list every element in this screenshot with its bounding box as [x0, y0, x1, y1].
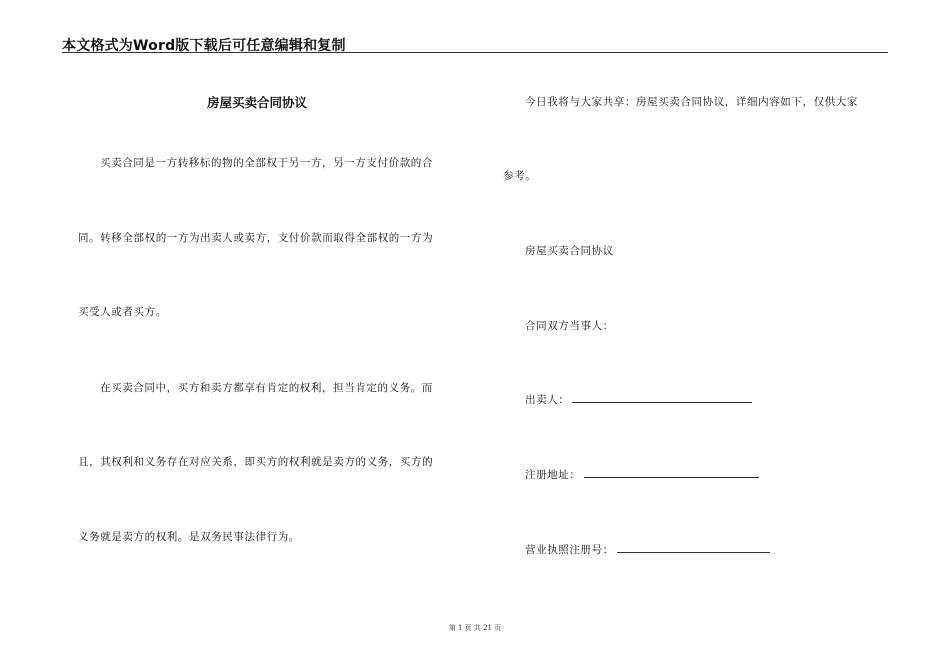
intro-line: 今日我将与大家共享：房屋买卖合同协议，详细内容如下，仅供大家: [525, 96, 858, 108]
paragraph-line: 买受人或者买方。: [78, 306, 167, 318]
seller-blank-line: [572, 392, 752, 403]
paragraph-line: 同。转移全部权的一方为出卖人或卖方，支付价款而取得全部权的一方为: [78, 232, 434, 244]
seller-row: [525, 392, 752, 407]
paragraph-line: 在买卖合同中，买方和卖方都享有肯定的权利，担当肯定的义务。而: [100, 382, 433, 394]
seller-label: 出卖人：: [525, 394, 570, 406]
address-label: 注册地址：: [525, 469, 581, 481]
address-blank-line: [584, 467, 759, 478]
page-number: 第 1 页 共 21 页: [448, 624, 502, 632]
license-label: 营业执照注册号：: [525, 544, 614, 556]
left-column-title: 房屋买卖合同协议: [207, 95, 308, 110]
intro-line: 参考。: [503, 170, 537, 182]
license-blank-line: [617, 542, 770, 553]
header-divider: [62, 52, 888, 53]
parties-label: 合同双方当事人：: [525, 320, 614, 332]
paragraph-line: 买卖合同是一方转移标的物的全部权于另一方，另一方支付价款的合: [100, 157, 433, 169]
address-row: [525, 467, 759, 482]
paragraph-line: 且，其权利和义务存在对应关系，即买方的权利就是卖方的义务，买方的: [78, 456, 434, 468]
paragraph-line: 义务就是卖方的权利。是双务民事法律行为。: [78, 531, 300, 543]
document-header: 本文格式为Word版下载后可任意编辑和复制: [62, 38, 346, 54]
contract-title: 房屋买卖合同协议: [525, 245, 614, 257]
license-row: [525, 542, 770, 557]
